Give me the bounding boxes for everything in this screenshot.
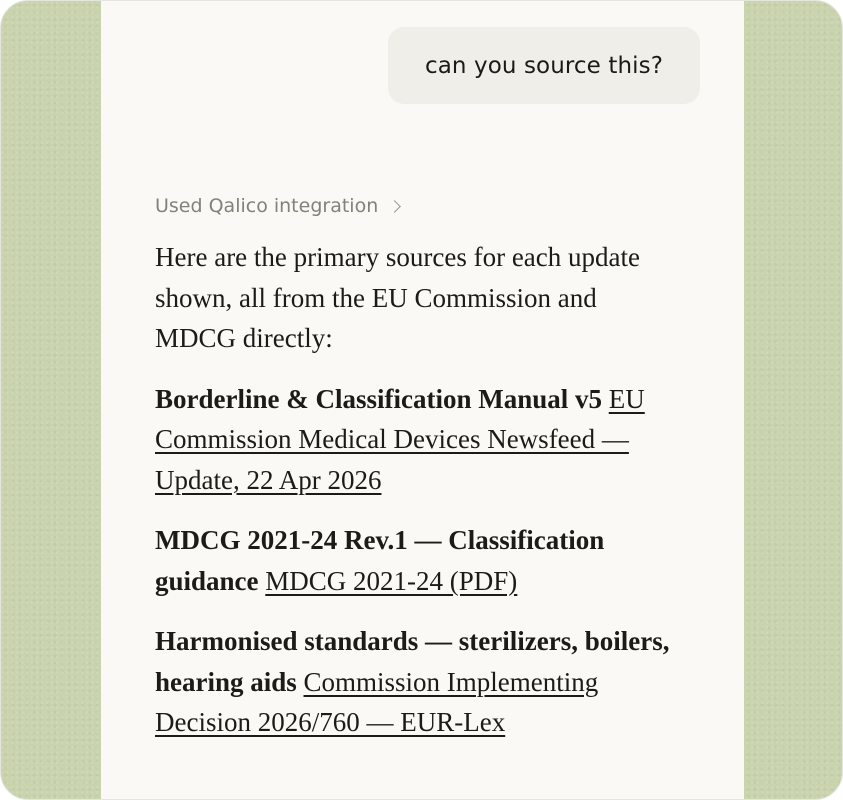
source-item [155, 379, 675, 501]
source-item [155, 621, 675, 743]
source-title: Harmonised standards — sterilizers, boilers, hearing aids [155, 626, 670, 697]
source-item [155, 520, 675, 601]
source-title: MDCG 2021-24 Rev.1 — Classification guidance [155, 525, 605, 596]
user-message-bubble [388, 27, 700, 104]
source-link[interactable]: Commission Implementing Decision 2026/760 — EUR-Lex [155, 666, 599, 737]
chat-pane [101, 1, 744, 800]
tool-use-label: Used Qalico integration [155, 195, 379, 217]
user-message-text: can you source this? [424, 52, 664, 79]
source-link[interactable]: EU Commission Medical Devices Newsfeed — Update, 22 Apr 2026 [155, 383, 645, 495]
source-link[interactable]: MDCG 2021-24 (PDF) [265, 565, 518, 596]
chevron-right-icon [388, 200, 401, 213]
reply-intro: Here are the primary sources for each update shown, all from the EU Commission and MDCG directly: [155, 242, 640, 353]
assistant-reply [155, 237, 675, 763]
source-title: Borderline & Classification Manual v5 [155, 383, 602, 414]
tool-use-toggle[interactable] [155, 191, 399, 221]
